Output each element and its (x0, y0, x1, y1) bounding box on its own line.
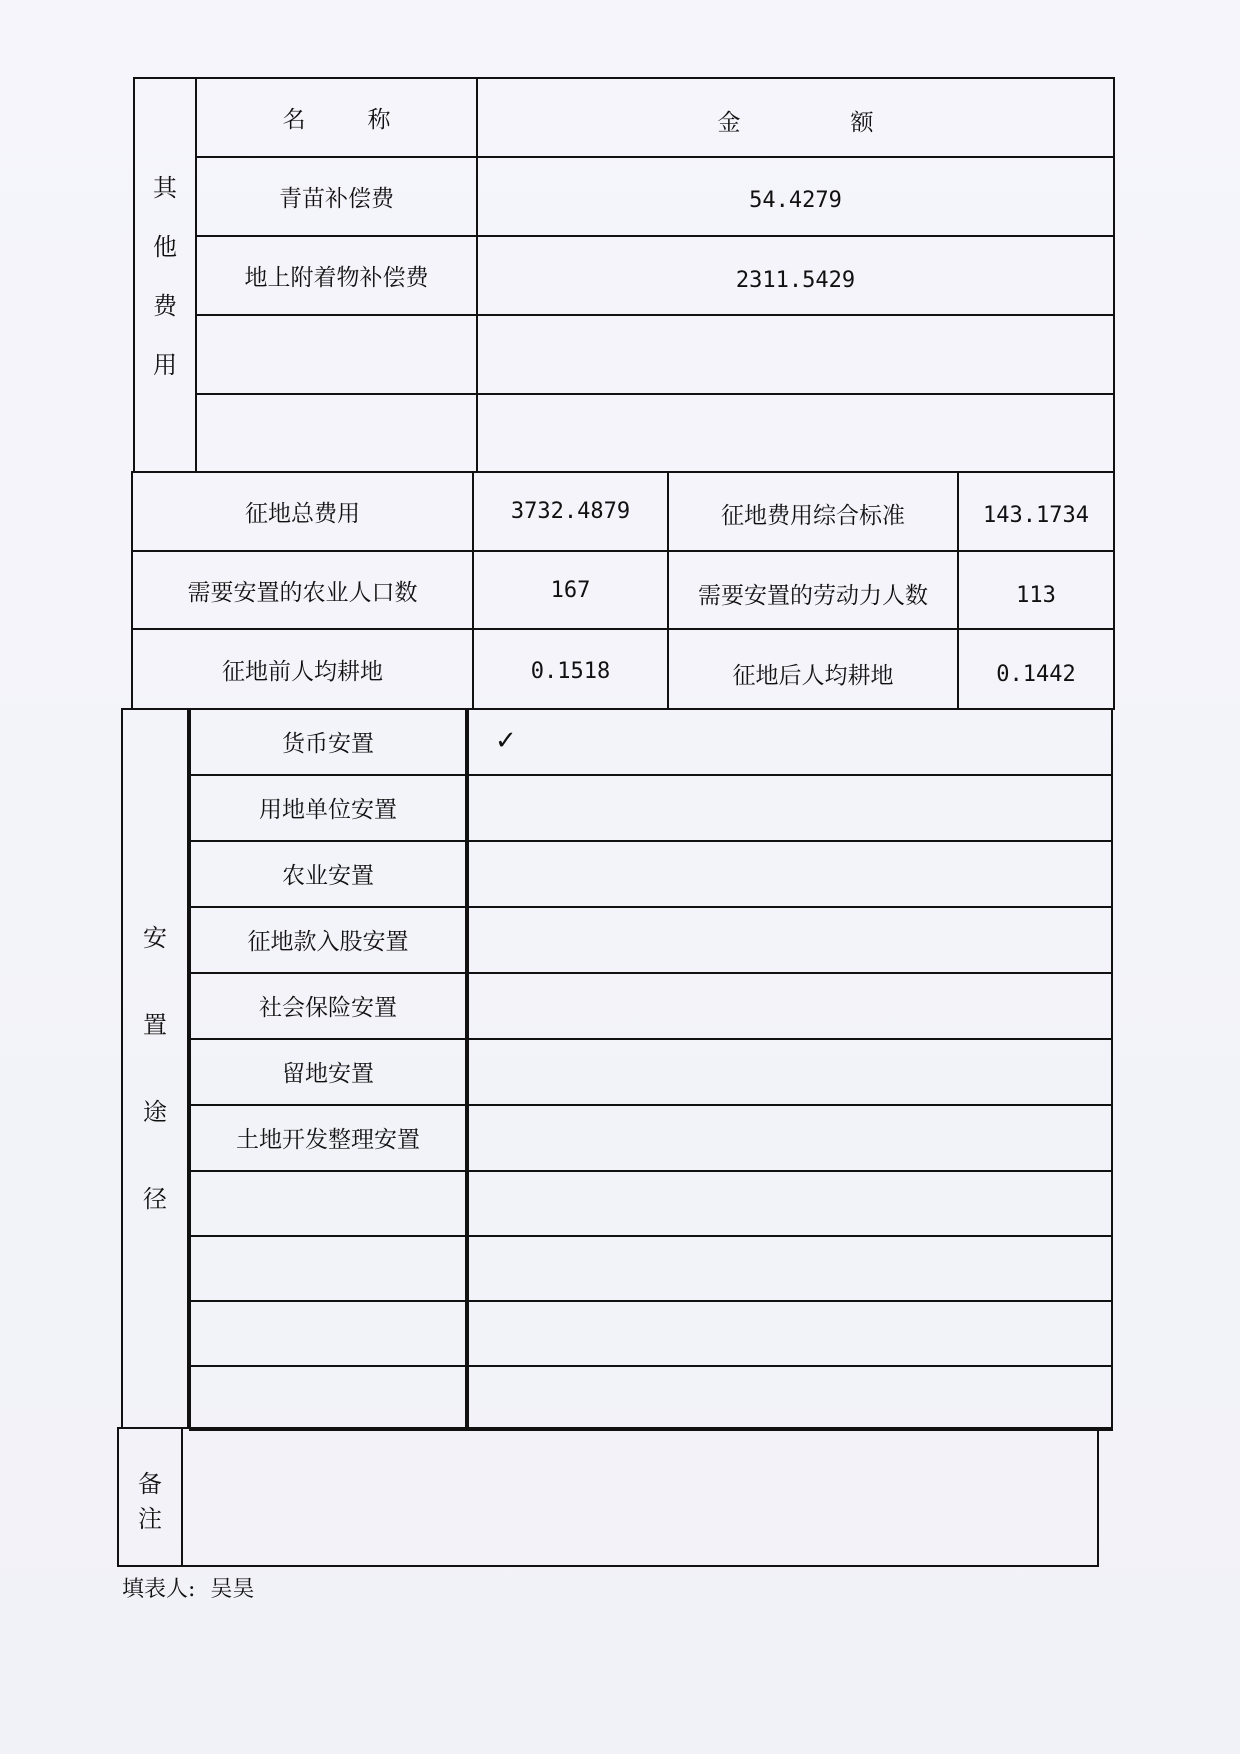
remarks-content (183, 1427, 1099, 1567)
resettlement-row-mark-cell (465, 1235, 1113, 1302)
resettlement-row-mark-cell (465, 840, 1113, 908)
resettlement-row-name (189, 1170, 467, 1235)
summary-value2: 113 (1016, 582, 1056, 608)
group-char: 径 (143, 1185, 167, 1213)
resettlement-row-mark (495, 906, 555, 972)
resettlement-row-mark-cell (465, 1170, 1113, 1237)
fee-row-name: 青苗补偿费 (279, 186, 394, 212)
summary-label1: 征地总费用 (245, 501, 360, 527)
fee-row-amount: 2311.5429 (735, 268, 856, 293)
fee-row-amount: 54.4279 (749, 188, 842, 213)
summary-value1: 0.1518 (530, 658, 611, 684)
resettlement-row-mark-cell (465, 1300, 1113, 1367)
summary-label2: 需要安置的劳动力人数 (698, 582, 928, 609)
fee-row-name-cell (195, 314, 478, 395)
group-char: 途 (143, 1098, 167, 1126)
fee-row-name: 地上附着物补偿费 (244, 265, 429, 291)
resettlement-row-mark (495, 1235, 555, 1300)
resettlement-row-name (189, 1235, 467, 1300)
group-char: 置 (143, 1011, 167, 1039)
form-filler (122, 1572, 254, 1603)
summary-label1: 需要安置的农业人口数 (187, 579, 418, 606)
resettlement-row-mark: ✓ (495, 726, 517, 756)
header-amount: 金 额 (717, 110, 874, 136)
resettlement-row-name: 留地安置 (282, 1060, 374, 1087)
resettlement-row-name: 征地款入股安置 (247, 928, 409, 955)
resettlement-row-mark-cell (465, 1365, 1113, 1431)
resettlement-row-mark (495, 1104, 555, 1170)
resettlement-row-mark-cell (465, 1104, 1113, 1172)
resettlement-row-mark (495, 1170, 555, 1235)
resettlement-row-mark (495, 1365, 555, 1429)
other-fees-group-label (133, 168, 197, 380)
summary-value2: 0.1442 (996, 661, 1076, 687)
resettlement-row-name: 土地开发整理安置 (236, 1126, 420, 1153)
filler-label: 填表人: (122, 1577, 196, 1602)
resettlement-row-name (189, 1365, 467, 1429)
resettlement-row-mark-cell (465, 906, 1113, 974)
filler-name: 吴昊 (210, 1577, 255, 1602)
group-char: 他 (153, 233, 177, 261)
group-char: 其 (153, 174, 177, 202)
group-char: 用 (153, 351, 177, 379)
resettlement-row-name (189, 1300, 467, 1365)
group-char: 费 (153, 292, 177, 320)
summary-label2: 征地后人均耕地 (732, 662, 894, 689)
resettlement-row-name: 农业安置 (282, 862, 374, 889)
resettlement-row-mark (495, 774, 555, 840)
resettlement-row-name: 社会保险安置 (259, 994, 397, 1021)
header-name: 名 称 (282, 107, 391, 133)
summary-value1: 3732.4879 (510, 499, 631, 524)
resettlement-row-mark-cell (465, 1038, 1113, 1106)
resettlement-row-mark (495, 1300, 555, 1365)
summary-value2: 143.1734 (983, 503, 1089, 528)
resettlement-row-name: 货币安置 (282, 730, 374, 757)
resettlement-row-mark (495, 972, 555, 1038)
summary-label1: 征地前人均耕地 (222, 658, 383, 685)
group-char: 安 (143, 924, 167, 952)
resettlement-row-mark-cell (465, 708, 1113, 776)
summary-label2: 征地费用综合标准 (721, 503, 905, 529)
fee-row-amount-cell (476, 314, 1115, 395)
resettlement-row-mark (495, 840, 555, 906)
resettlement-row-mark-cell (465, 774, 1113, 842)
resettlement-row-mark (495, 1038, 555, 1104)
remarks-label: 备 注 (138, 1470, 162, 1533)
resettlement-row-mark-cell (465, 972, 1113, 1040)
fee-row-name-cell (195, 393, 478, 473)
summary-value1: 167 (550, 577, 591, 603)
resettlement-group-label (121, 918, 189, 1214)
fee-row-amount-cell (476, 393, 1115, 473)
resettlement-row-name: 用地单位安置 (259, 796, 397, 823)
